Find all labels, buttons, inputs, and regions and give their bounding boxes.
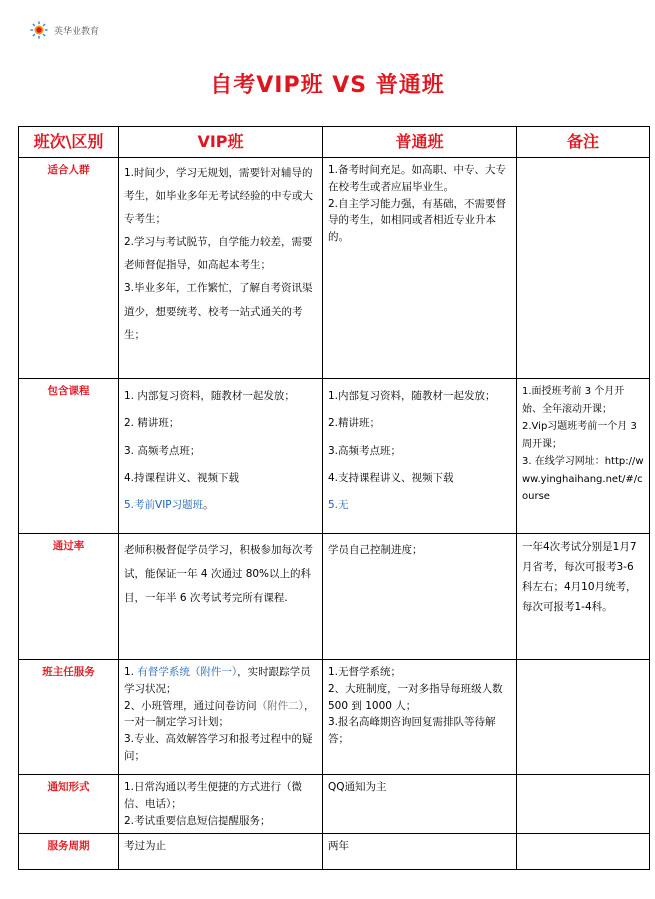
item-suffix: 。 — [203, 499, 214, 512]
list-item: 3. 高频考点班； — [124, 444, 201, 457]
item-number: 5. — [328, 499, 339, 512]
item-number: 5. — [124, 499, 135, 512]
list-item: 2.学习与考试脱节，自学能力较差，需要老师督促指导，如高起本考生； — [124, 236, 313, 272]
list-item: 2. 精讲班； — [124, 417, 180, 430]
table-row — [19, 158, 650, 379]
cell-normal-audience — [323, 158, 517, 379]
list-item: 2、大班制度，一对多指导每班级人数 500 到 1000 人； — [328, 682, 503, 712]
item-number: 1. — [124, 666, 135, 678]
sun-logo-icon — [30, 21, 48, 39]
table-row — [19, 834, 650, 870]
list-item: 2.精讲班； — [328, 417, 381, 430]
item-text: 无 — [338, 499, 349, 512]
list-item: 1. 内部复习资料，随教材一起发放； — [124, 390, 295, 402]
item-text: ，实时跟踪学员学习状况； — [124, 666, 311, 695]
list-item: 1.日常沟通以考生便捷的方式进行（微信、电话）； — [124, 781, 303, 810]
cell-vip-courses — [119, 379, 323, 534]
cell-normal-pass-rate — [323, 534, 517, 660]
cell-note-pass-rate — [517, 534, 650, 660]
list-item: 2.自主学习能力强，有基础，不需要督导的考生，如相同或者相近专业升本的。 — [328, 197, 507, 244]
list-item: 两年 — [328, 840, 349, 853]
list-item: 1.时间少，学习无规划，需要针对辅导的考生，如毕业多年无考试经验的中专或大专考生； — [124, 167, 313, 226]
cell-vip-period — [119, 834, 323, 870]
supervision-system-link[interactable]: 有督学系统（附件一） — [137, 666, 238, 678]
attachment-two-link[interactable]: （附件二） — [256, 699, 304, 712]
table-row — [19, 379, 650, 534]
header-normal: 普通班 — [323, 127, 517, 158]
list-item: 4.持课程讲义、视频下载 — [124, 471, 240, 484]
comparison-table — [18, 126, 650, 870]
brand-name: 英华业教育 — [54, 26, 100, 37]
header-class-diff: 班次\区别 — [19, 127, 119, 158]
list-item: 3.报名高峰期咨询回复需排队等待解答； — [328, 716, 496, 746]
item-text: ，一对一制定学习计划； — [124, 699, 315, 729]
list-item: 2.Vip习题班考前一个月 3 周开课； — [522, 421, 637, 450]
row-head-audience: 适合人群 — [19, 158, 119, 379]
list-item: QQ通知为主 — [328, 781, 387, 793]
list-item: 1.无督学系统； — [328, 666, 402, 678]
cell-note-period — [517, 834, 650, 870]
list-item: 2.考试重要信息短信提醒服务； — [124, 814, 271, 827]
cell-normal-courses — [323, 379, 517, 534]
page-title: 自考VIP班 VS 普通班 — [210, 73, 445, 98]
table-row — [19, 534, 650, 660]
list-item: 1.内部复习资料，随教材一起发放； — [328, 390, 496, 402]
list-item: 4.支持课程讲义、视频下载 — [328, 471, 454, 484]
list-item — [124, 492, 317, 519]
list-item: 3.专业、高效解答学习和报考过程中的疑问； — [124, 733, 313, 762]
cell-normal-service — [323, 660, 517, 775]
cell-note-courses — [517, 379, 650, 534]
row-head-period: 服务周期 — [19, 834, 119, 870]
row-head-courses: 包含课程 — [19, 379, 119, 534]
list-item — [328, 492, 511, 519]
list-item: 3. 在线学习网址：http://www.yinghaihang.net/#/course — [522, 456, 644, 502]
cell-vip-service — [119, 660, 323, 775]
cell-vip-audience — [119, 158, 323, 379]
list-item: 一年4次考试分别是1月7月省考，每次可报考3-6科左右；4月10月统考，每次可报考1-4科。 — [522, 541, 637, 613]
cell-note-notify — [517, 775, 650, 834]
list-item: 老师积极督促学员学习，积极参加每次考试，能保证一年 4 次通过 80%以上的科目，一年半 6 次考试考完所有课程. — [124, 544, 313, 605]
brand-logo — [30, 21, 99, 39]
table-header-row — [19, 127, 650, 158]
list-item: 1.面授班考前 3 个月开始、全年滚动开课； — [522, 386, 625, 415]
list-item: 3.毕业多年，工作繁忙，了解自考资讯渠道少，想要统考、校考一站式通关的考生； — [124, 282, 313, 341]
row-head-pass-rate: 通过率 — [19, 534, 119, 660]
cell-note-service — [517, 660, 650, 775]
table-row — [19, 775, 650, 834]
cell-vip-pass-rate — [119, 534, 323, 660]
cell-note-audience — [517, 158, 650, 379]
header-vip: VIP班 — [119, 127, 323, 158]
header-note: 备注 — [517, 127, 650, 158]
cell-vip-notify — [119, 775, 323, 834]
list-item — [124, 664, 317, 698]
cell-normal-period — [323, 834, 517, 870]
row-head-notify: 通知形式 — [19, 775, 119, 834]
item-text: 2、小班管理，通过问卷访问 — [124, 699, 257, 712]
list-item: 3.高频考点班； — [328, 444, 402, 457]
list-item: 1.备考时间充足。如高职、中专、大专在校考生或者应届毕业生。 — [328, 164, 507, 193]
table-row — [19, 660, 650, 775]
vip-exercise-link[interactable]: 考前VIP习题班 — [134, 499, 204, 512]
list-item: 学员自己控制进度； — [328, 544, 423, 556]
list-item: 考过为止 — [124, 840, 166, 853]
list-item — [124, 698, 317, 732]
row-head-service: 班主任服务 — [19, 660, 119, 775]
cell-normal-notify — [323, 775, 517, 834]
